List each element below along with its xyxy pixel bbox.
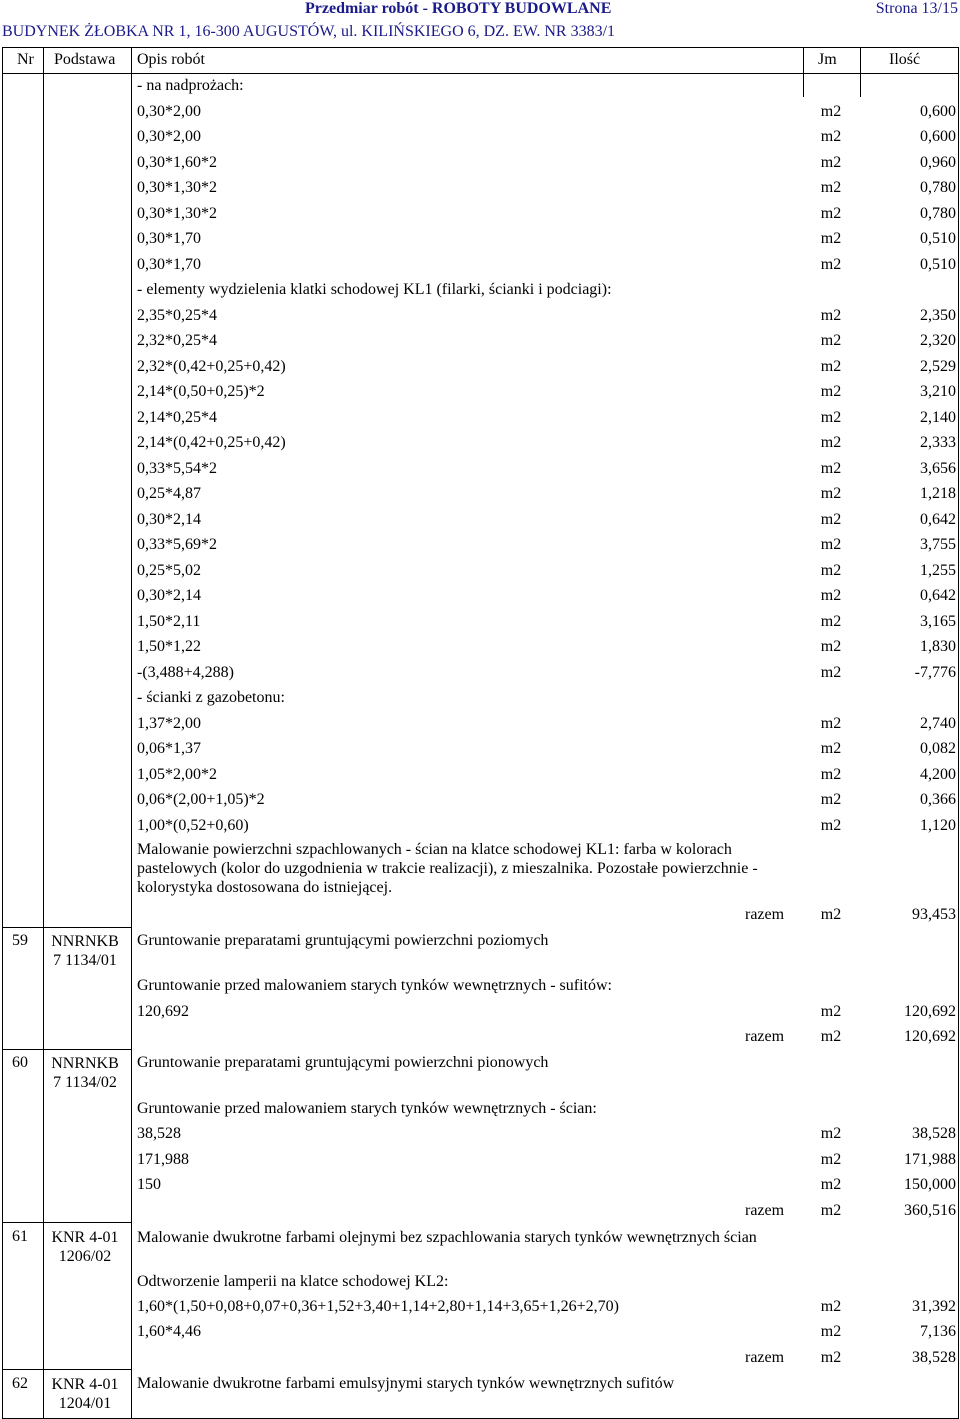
continuation-row-text: 2,35*0,25*4 (137, 307, 217, 324)
header-top-line (2, 47, 959, 48)
item-separator (2, 927, 132, 928)
continuation-row-unit: m2 (820, 307, 842, 324)
continuation-row-unit: m2 (820, 536, 842, 553)
continuation-row-text: 0,33*5,54*2 (137, 460, 217, 477)
continuation-row-qty: 0,510 (920, 230, 956, 247)
item-60-title: Gruntowanie preparatami gruntującymi powierzchni pionowych (137, 1054, 549, 1071)
item-61-basis-line1: KNR 4-01 (51, 1229, 119, 1246)
item-59-row-qty: 120,692 (904, 1003, 956, 1020)
table-border-right (958, 47, 959, 1418)
item-60-basis-line1: NNRNKB (51, 1055, 119, 1072)
item-60-row-2-text: 171,988 (137, 1151, 189, 1168)
continuation-row-unit: m2 (820, 103, 842, 120)
item-60-total-label: razem (745, 1202, 785, 1219)
continuation-note: Malowanie powierzchni szpachlowanych - ścian na klatce schodowej KL1: farba w kolorach pastelowych (kolor do uzgodnienia w trakcie realizacji), z mieszalnika. Pozostałe powierzchnie - kolorystyka dostosowana do istniejącej. (137, 841, 758, 896)
item-59-subtitle: Gruntowanie przed malowaniem starych tynków wewnętrznych - sufitów: (137, 977, 612, 994)
continuation-row-text: 2,14*(0,50+0,25)*2 (137, 383, 265, 400)
item-60-row-3-qty: 150,000 (904, 1176, 956, 1193)
building-address: BUDYNEK ŻŁOBKA NR 1, 16-300 AUGUSTÓW, ul. KILIŃSKIEGO 6, DZ. EW. NR 3383/1 (2, 23, 616, 40)
continuation-row-text: - na nadprożach: (137, 77, 244, 94)
continuation-row-text: 2,14*0,25*4 (137, 409, 217, 426)
item-61-subtitle: Odtworzenie lamperii na klatce schodowej KL2: (137, 1273, 449, 1290)
continuation-row-qty: 1,218 (920, 485, 956, 502)
continuation-row-qty: 2,140 (920, 409, 956, 426)
continuation-total-label: razem (745, 906, 785, 923)
continuation-row-text: - ścianki z gazobetonu: (137, 689, 285, 706)
column-header-description: Opis robót (137, 51, 205, 68)
continuation-row-qty: 0,510 (920, 256, 956, 273)
continuation-row-text: 0,25*5,02 (137, 562, 201, 579)
continuation-row-unit: m2 (820, 230, 842, 247)
continuation-row-qty: 0,780 (920, 205, 956, 222)
continuation-row-unit: m2 (820, 587, 842, 604)
continuation-row-unit: m2 (820, 460, 842, 477)
continuation-row-unit: m2 (820, 409, 842, 426)
continuation-row-text: 2,32*(0,42+0,25+0,42) (137, 358, 286, 375)
item-59-basis-line2: 7 1134/01 (53, 952, 117, 969)
continuation-row-qty: 2,529 (920, 358, 956, 375)
item-60-total-unit: m2 (820, 1202, 842, 1219)
item-61-total-qty: 38,528 (912, 1349, 956, 1366)
continuation-row-qty: 2,740 (920, 715, 956, 732)
continuation-row-qty: 1,255 (920, 562, 956, 579)
continuation-row-text: 0,25*4,87 (137, 485, 201, 502)
continuation-row-unit: m2 (820, 638, 842, 655)
continuation-row-qty: -7,776 (914, 664, 956, 681)
item-60-total-qty: 360,516 (904, 1202, 956, 1219)
continuation-total-unit: m2 (820, 906, 842, 923)
continuation-row-unit: m2 (820, 485, 842, 502)
continuation-row-text: 0,30*2,00 (137, 103, 201, 120)
continuation-row-unit: m2 (820, 715, 842, 732)
continuation-row-qty: 3,210 (920, 383, 956, 400)
continuation-row-unit: m2 (820, 562, 842, 579)
continuation-row-qty: 2,333 (920, 434, 956, 451)
item-60-row-1-qty: 38,528 (912, 1125, 956, 1142)
continuation-row-unit: m2 (820, 766, 842, 783)
column-header-quantity: Ilość (889, 51, 921, 68)
continuation-row-unit: m2 (820, 664, 842, 681)
continuation-row-qty: 0,366 (920, 791, 956, 808)
item-62-basis (43, 1375, 127, 1413)
item-60-basis (43, 1054, 127, 1092)
item-59-basis (43, 932, 127, 970)
item-59-basis-line1: NNRNKB (51, 933, 119, 950)
item-60-row-2-unit: m2 (820, 1151, 842, 1168)
continuation-row-text: 1,05*2,00*2 (137, 766, 217, 783)
continuation-row-unit: m2 (820, 434, 842, 451)
continuation-row-text: 0,30*2,14 (137, 511, 201, 528)
item-60-basis-line2: 7 1134/02 (53, 1074, 117, 1091)
continuation-row-text: 0,30*1,70 (137, 256, 201, 273)
continuation-row-text: 0,30*1,30*2 (137, 205, 217, 222)
continuation-row-qty: 0,642 (920, 587, 956, 604)
item-59-total-qty: 120,692 (904, 1028, 956, 1045)
item-61-nr: 61 (12, 1228, 28, 1245)
continuation-row-qty: 0,780 (920, 179, 956, 196)
continuation-row-qty: 0,642 (920, 511, 956, 528)
item-61-row-2-unit: m2 (820, 1323, 842, 1340)
continuation-row-text: 0,30*2,14 (137, 587, 201, 604)
item-62-basis-line2: 1204/01 (58, 1395, 112, 1412)
item-60-row-1-text: 38,528 (137, 1125, 181, 1142)
item-61-row-2-qty: 7,136 (920, 1323, 956, 1340)
continuation-row-unit: m2 (820, 613, 842, 630)
item-60-row-2-qty: 171,988 (904, 1151, 956, 1168)
continuation-row-unit: m2 (820, 128, 842, 145)
continuation-row-text: 1,37*2,00 (137, 715, 201, 732)
column-divider-unit-header (860, 47, 861, 97)
item-62-nr: 62 (12, 1375, 28, 1392)
continuation-row-text: 1,00*(0,52+0,60) (137, 817, 249, 834)
item-60-nr: 60 (12, 1054, 28, 1071)
item-61-row-2-text: 1,60*4,46 (137, 1323, 201, 1340)
table-border-left (2, 47, 3, 1418)
continuation-row-qty: 1,830 (920, 638, 956, 655)
continuation-row-unit: m2 (820, 791, 842, 808)
continuation-row-unit: m2 (820, 383, 842, 400)
continuation-row-text: 0,30*1,30*2 (137, 179, 217, 196)
item-60-row-3-unit: m2 (820, 1176, 842, 1193)
continuation-row-text: 0,30*1,70 (137, 230, 201, 247)
column-header-basis: Podstawa (54, 51, 116, 68)
continuation-row-text: 0,06*1,37 (137, 740, 201, 757)
continuation-row-qty: 4,200 (920, 766, 956, 783)
continuation-row-qty: 0,082 (920, 740, 956, 757)
column-header-nr: Nr (17, 51, 34, 68)
continuation-row-qty: 2,320 (920, 332, 956, 349)
continuation-row-qty: 0,600 (920, 103, 956, 120)
continuation-row-text: 0,30*2,00 (137, 128, 201, 145)
continuation-row-unit: m2 (820, 205, 842, 222)
continuation-row-text: 2,32*0,25*4 (137, 332, 217, 349)
continuation-row-unit: m2 (820, 358, 842, 375)
item-61-basis (43, 1228, 127, 1266)
item-59-title: Gruntowanie preparatami gruntującymi powierzchni poziomych (137, 932, 549, 949)
column-divider-nr (43, 47, 44, 1418)
continuation-row-unit: m2 (820, 511, 842, 528)
item-59-nr: 59 (12, 932, 28, 949)
item-61-row-1-unit: m2 (820, 1298, 842, 1315)
continuation-row-unit: m2 (820, 740, 842, 757)
column-header-unit: Jm (818, 51, 837, 68)
item-separator (2, 1049, 132, 1050)
document-title: Przedmiar robót - ROBOTY BUDOWLANE (305, 0, 612, 17)
continuation-row-unit: m2 (820, 332, 842, 349)
continuation-row-unit: m2 (820, 817, 842, 834)
item-60-row-1-unit: m2 (820, 1125, 842, 1142)
item-separator (2, 1222, 132, 1223)
item-61-basis-line2: 1206/02 (58, 1248, 112, 1265)
continuation-row-text: -(3,488+4,288) (137, 664, 235, 681)
item-59-total-unit: m2 (820, 1028, 842, 1045)
item-59-row-text: 120,692 (137, 1003, 189, 1020)
item-61-row-1-qty: 31,392 (912, 1298, 956, 1315)
continuation-row-qty: 0,600 (920, 128, 956, 145)
continuation-row-unit: m2 (820, 179, 842, 196)
continuation-total-qty: 93,453 (912, 906, 956, 923)
header-bottom-line (2, 73, 959, 74)
column-divider-description-header (803, 47, 804, 97)
item-62-basis-line1: KNR 4-01 (51, 1376, 119, 1393)
item-62-title: Malowanie dwukrotne farbami emulsyjnymi starych tynków wewnętrznych sufitów (137, 1375, 675, 1392)
continuation-row-qty: 0,960 (920, 154, 956, 171)
continuation-row-text: 1,50*2,11 (137, 613, 201, 630)
item-61-total-label: razem (745, 1349, 785, 1366)
continuation-row-qty: 3,165 (920, 613, 956, 630)
continuation-row-qty: 1,120 (920, 817, 956, 834)
item-59-total-label: razem (745, 1028, 785, 1045)
continuation-row-text: 0,33*5,69*2 (137, 536, 217, 553)
item-separator (2, 1369, 132, 1370)
item-61-title: Malowanie dwukrotne farbami olejnymi bez szpachlowania starych tynków wewnętrznych ścian (137, 1229, 757, 1246)
item-59-row-unit: m2 (820, 1003, 842, 1020)
column-divider-basis (131, 47, 132, 1418)
continuation-row-text: 0,06*(2,00+1,05)*2 (137, 791, 265, 808)
continuation-row-text: 2,14*(0,42+0,25+0,42) (137, 434, 286, 451)
continuation-row-unit: m2 (820, 256, 842, 273)
continuation-row-qty: 2,350 (920, 307, 956, 324)
continuation-row-qty: 3,656 (920, 460, 956, 477)
continuation-row-unit: m2 (820, 154, 842, 171)
continuation-row-text: - elementy wydzielenia klatki schodowej KL1 (filarki, ścianki i podciagi): (137, 281, 612, 298)
continuation-row-text: 1,50*1,22 (137, 638, 201, 655)
item-60-subtitle: Gruntowanie przed malowaniem starych tynków wewnętrznych - ścian: (137, 1100, 597, 1117)
item-61-row-1-text: 1,60*(1,50+0,08+0,07+0,36+1,52+3,40+1,14+2,80+1,14+3,65+1,26+2,70) (137, 1298, 619, 1315)
continuation-row-qty: 3,755 (920, 536, 956, 553)
continuation-row-text: 0,30*1,60*2 (137, 154, 217, 171)
page-number: Strona 13/15 (875, 0, 958, 17)
item-60-row-3-text: 150 (137, 1176, 161, 1193)
item-61-total-unit: m2 (820, 1349, 842, 1366)
